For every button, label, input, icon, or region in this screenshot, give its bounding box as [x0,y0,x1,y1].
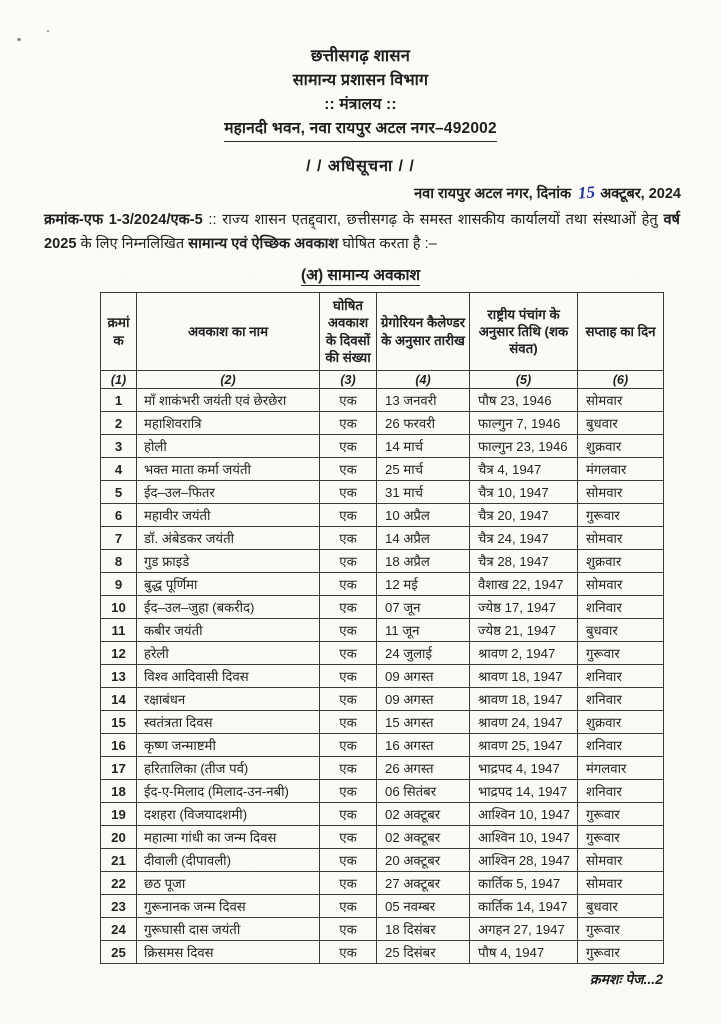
department-name: सामान्य प्रशासन विभाग [292,71,429,89]
table-row [101,872,664,895]
cell-holiday-name: ईद-ए-मिलाद (मिलाद-उन-नबी) [137,780,320,803]
cell-gregorian-date: 16 अगस्त [377,734,470,757]
cell-weekday: शनिवार [578,665,664,688]
cell-weekday: गुरूवार [578,918,664,941]
cell-holiday-name: क्रिसमस दिवस [137,941,320,964]
cell-holiday-name: भक्त माता कर्मा जयंती [137,458,320,481]
cell-serial: 7 [101,527,137,550]
page-continuation-note: क्रमशः पेज...2 [589,971,663,988]
cell-holiday-name: विश्व आदिवासी दिवस [137,665,320,688]
table-row [101,435,664,458]
cell-shaka-date: चैत्र 10, 1947 [470,481,578,504]
cell-serial: 18 [101,780,137,803]
cell-shaka-date: श्रावण 18, 1947 [470,688,578,711]
cell-days-count: एक [320,619,377,642]
cell-serial: 22 [101,872,137,895]
cell-weekday: सोमवार [578,389,664,412]
header-gregorian-date: ग्रेगोरियन कैलेण्डर के अनुसार तारीख [377,292,470,370]
cell-days-count: एक [320,642,377,665]
table-row [101,481,664,504]
cell-serial: 3 [101,435,137,458]
cell-serial: 12 [101,642,137,665]
cell-serial: 14 [101,688,137,711]
colnum-5: (5) [470,371,578,389]
cell-holiday-name: ईद–उल–जुहा (बकरीद) [137,596,320,619]
cell-days-count: एक [320,688,377,711]
cell-weekday: बुधवार [578,895,664,918]
cell-weekday: गुरूवार [578,504,664,527]
section-title: सामान्य अवकाश [327,266,421,284]
cell-weekday: शनिवार [578,596,664,619]
cell-holiday-name: गुड फ्राइडे [137,550,320,573]
cell-shaka-date: चैत्र 28, 1947 [470,550,578,573]
scan-speck [47,30,49,32]
header-shaka-date: राष्ट्रीय पंचांग के अनुसार तिथि (शक संवत) [470,292,578,370]
cell-days-count: एक [320,872,377,895]
table-row [101,389,664,412]
cell-gregorian-date: 26 फरवरी [377,412,470,435]
cell-shaka-date: चैत्र 4, 1947 [470,458,578,481]
address-line: महानदी भवन, नवा रायपुर अटल नगर–492002 [224,117,497,142]
cell-holiday-name: महाशिवरात्रि [137,412,320,435]
cell-serial: 15 [101,711,137,734]
cell-weekday: शुक्रवार [578,550,664,573]
cell-holiday-name: ईद–उल–फितर [137,481,320,504]
cell-gregorian-date: 26 अगस्त [377,757,470,780]
table-row [101,458,664,481]
section-prefix: (अ) [300,266,324,284]
table-row [101,550,664,573]
cell-weekday: बुधवार [578,619,664,642]
cell-days-count: एक [320,550,377,573]
order-body-1: :: राज्य शासन एतद्द्वारा, छत्तीसगढ़ के समस्त शासकीय कार्यालयों तथा संस्थाओं हेतु [202,212,664,229]
cell-gregorian-date: 18 दिसंबर [377,918,470,941]
cell-shaka-date: पौष 23, 1946 [470,389,578,412]
scan-speck [17,38,21,41]
cell-weekday: सोमवार [578,849,664,872]
cell-shaka-date: फाल्गुन 23, 1946 [470,435,578,458]
cell-gregorian-date: 09 अगस्त [377,688,470,711]
cell-weekday: सोमवार [578,527,664,550]
cell-shaka-date: आश्विन 10, 1947 [470,826,578,849]
cell-weekday: सोमवार [578,481,664,504]
cell-days-count: एक [320,757,377,780]
order-body-3: घोषित करता है :– [338,235,437,252]
cell-gregorian-date: 14 मार्च [377,435,470,458]
cell-gregorian-date: 18 अप्रैल [377,550,470,573]
notification-title: / / अधिसूचना / / [306,158,415,176]
colnum-1: (1) [101,371,137,389]
cell-days-count: एक [320,412,377,435]
column-number-row [101,371,664,389]
cell-serial: 9 [101,573,137,596]
cell-shaka-date: श्रावण 18, 1947 [470,665,578,688]
cell-days-count: एक [320,435,377,458]
cell-gregorian-date: 24 जुलाई [377,642,470,665]
section-heading [0,263,721,285]
table-row [101,895,664,918]
table-row [101,941,664,964]
cell-days-count: एक [320,711,377,734]
cell-serial: 11 [101,619,137,642]
cell-holiday-name: गुरूघासी दास जयंती [137,918,320,941]
cell-days-count: एक [320,849,377,872]
header-holiday-name: अवकाश का नाम [137,292,320,370]
cell-serial: 17 [101,757,137,780]
dateline-month-year: अक्टूबर, 2024 [600,186,681,203]
cell-serial: 20 [101,826,137,849]
cell-days-count: एक [320,573,377,596]
cell-holiday-name: स्वतंत्रता दिवस [137,711,320,734]
cell-days-count: एक [320,803,377,826]
cell-days-count: एक [320,941,377,964]
order-body-2: के लिए निम्नलिखित [76,235,189,252]
cell-days-count: एक [320,918,377,941]
cell-serial: 19 [101,803,137,826]
cell-gregorian-date: 10 अप्रैल [377,504,470,527]
cell-days-count: एक [320,481,377,504]
table-row [101,849,664,872]
cell-serial: 24 [101,918,137,941]
cell-holiday-name: कबीर जयंती [137,619,320,642]
cell-gregorian-date: 15 अगस्त [377,711,470,734]
order-number: क्रमांक-एफ 1-3/2024/एक-5 [44,212,203,229]
cell-weekday: मंगलवार [578,757,664,780]
cell-days-count: एक [320,596,377,619]
cell-holiday-name: महावीर जयंती [137,504,320,527]
dateline-place-prefix: नवा रायपुर अटल नगर, दिनांक [414,186,572,203]
table-row [101,711,664,734]
table-row [101,918,664,941]
header-serial: क्रमांक [101,292,137,370]
table-row [101,642,664,665]
cell-serial: 25 [101,941,137,964]
header-weekday: सप्ताह का दिन [578,292,664,370]
cell-serial: 13 [101,665,137,688]
cell-weekday: गुरूवार [578,826,664,849]
cell-days-count: एक [320,734,377,757]
cell-holiday-name: दशहरा (विजयादशमी) [137,803,320,826]
cell-shaka-date: अगहन 27, 1947 [470,918,578,941]
colnum-2: (2) [137,371,320,389]
cell-shaka-date: भाद्रपद 4, 1947 [470,757,578,780]
cell-gregorian-date: 09 अगस्त [377,665,470,688]
cell-weekday: शनिवार [578,734,664,757]
cell-shaka-date: श्रावण 2, 1947 [470,642,578,665]
cell-gregorian-date: 25 मार्च [377,458,470,481]
holiday-table-body [101,389,664,964]
dateline [0,183,681,203]
cell-days-count: एक [320,895,377,918]
cell-weekday: शनिवार [578,688,664,711]
table-row [101,734,664,757]
cell-shaka-date: ज्येष्ठ 21, 1947 [470,619,578,642]
cell-days-count: एक [320,826,377,849]
order-subject: सामान्य एवं ऐच्छिक अवकाश [188,235,339,252]
cell-shaka-date: फाल्गुन 7, 1946 [470,412,578,435]
cell-weekday: मंगलवार [578,458,664,481]
colnum-4: (4) [377,371,470,389]
table-row [101,803,664,826]
cell-weekday: शुक्रवार [578,435,664,458]
cell-holiday-name: कृष्ण जन्माष्टमी [137,734,320,757]
table-row [101,412,664,435]
cell-weekday: गुरूवार [578,642,664,665]
cell-gregorian-date: 02 अक्टूबर [377,803,470,826]
cell-shaka-date: श्रावण 24, 1947 [470,711,578,734]
cell-serial: 4 [101,458,137,481]
cell-serial: 8 [101,550,137,573]
cell-shaka-date: वैशाख 22, 1947 [470,573,578,596]
cell-shaka-date: कार्तिक 5, 1947 [470,872,578,895]
table-row [101,573,664,596]
cell-gregorian-date: 13 जनवरी [377,389,470,412]
cell-shaka-date: आश्विन 10, 1947 [470,803,578,826]
document-letterhead [0,0,721,142]
cell-shaka-date: चैत्र 24, 1947 [470,527,578,550]
cell-gregorian-date: 25 दिसंबर [377,941,470,964]
order-paragraph [44,209,680,256]
cell-days-count: एक [320,665,377,688]
cell-gregorian-date: 27 अक्टूबर [377,872,470,895]
cell-weekday: गुरूवार [578,941,664,964]
cell-holiday-name: हरेली [137,642,320,665]
table-header [101,292,664,388]
cell-holiday-name: गुरूनानक जन्म दिवस [137,895,320,918]
table-row [101,596,664,619]
cell-serial: 2 [101,412,137,435]
cell-shaka-date: ज्येष्ठ 17, 1947 [470,596,578,619]
cell-holiday-name: रक्षाबंधन [137,688,320,711]
cell-gregorian-date: 11 जून [377,619,470,642]
handwritten-date-day: 15 [577,182,596,203]
table-row [101,757,664,780]
cell-shaka-date: आश्विन 28, 1947 [470,849,578,872]
cell-gregorian-date: 31 मार्च [377,481,470,504]
cell-shaka-date: कार्तिक 14, 1947 [470,895,578,918]
cell-holiday-name: हरितालिका (तीज पर्व) [137,757,320,780]
cell-gregorian-date: 20 अक्टूबर [377,849,470,872]
cell-weekday: शनिवार [578,780,664,803]
header-days-count: घोषित अवकाश के दिवसों की संख्या [320,292,377,370]
cell-gregorian-date: 12 मई [377,573,470,596]
cell-holiday-name: बुद्ध पूर्णिमा [137,573,320,596]
cell-gregorian-date: 05 नवम्बर [377,895,470,918]
cell-serial: 10 [101,596,137,619]
cell-serial: 5 [101,481,137,504]
table-row [101,665,664,688]
cell-weekday: सोमवार [578,573,664,596]
cell-serial: 23 [101,895,137,918]
government-name: छत्तीसगढ़ शासन [310,47,411,65]
table-row [101,527,664,550]
cell-days-count: एक [320,504,377,527]
cell-weekday: सोमवार [578,872,664,895]
cell-holiday-name: दीवाली (दीपावली) [137,849,320,872]
cell-shaka-date: चैत्र 20, 1947 [470,504,578,527]
cell-serial: 6 [101,504,137,527]
cell-weekday: गुरूवार [578,803,664,826]
cell-holiday-name: छठ पूजा [137,872,320,895]
general-holidays-table [100,292,664,964]
colnum-3: (3) [320,371,377,389]
cell-days-count: एक [320,780,377,803]
cell-serial: 21 [101,849,137,872]
cell-serial: 1 [101,389,137,412]
table-row [101,780,664,803]
cell-gregorian-date: 02 अक्टूबर [377,826,470,849]
table-row [101,504,664,527]
cell-shaka-date: भाद्रपद 14, 1947 [470,780,578,803]
table-row [101,619,664,642]
cell-shaka-date: श्रावण 25, 1947 [470,734,578,757]
cell-holiday-name: माँ शाकंभरी जयंती एवं छेरछेरा [137,389,320,412]
cell-gregorian-date: 14 अप्रैल [377,527,470,550]
colnum-6: (6) [578,371,664,389]
cell-days-count: एक [320,527,377,550]
cell-holiday-name: होली [137,435,320,458]
cell-gregorian-date: 07 जून [377,596,470,619]
ministry-line: :: मंत्रालय :: [324,95,397,113]
table-row [101,688,664,711]
cell-holiday-name: महात्मा गांधी का जन्म दिवस [137,826,320,849]
cell-serial: 16 [101,734,137,757]
cell-weekday: शुक्रवार [578,711,664,734]
cell-days-count: एक [320,458,377,481]
cell-gregorian-date: 06 सितंबर [377,780,470,803]
cell-weekday: बुधवार [578,412,664,435]
table-row [101,826,664,849]
order-year: वर्ष 2025 [44,212,680,252]
cell-holiday-name: डॉ. अंबेडकर जयंती [137,527,320,550]
cell-shaka-date: पौष 4, 1947 [470,941,578,964]
cell-days-count: एक [320,389,377,412]
